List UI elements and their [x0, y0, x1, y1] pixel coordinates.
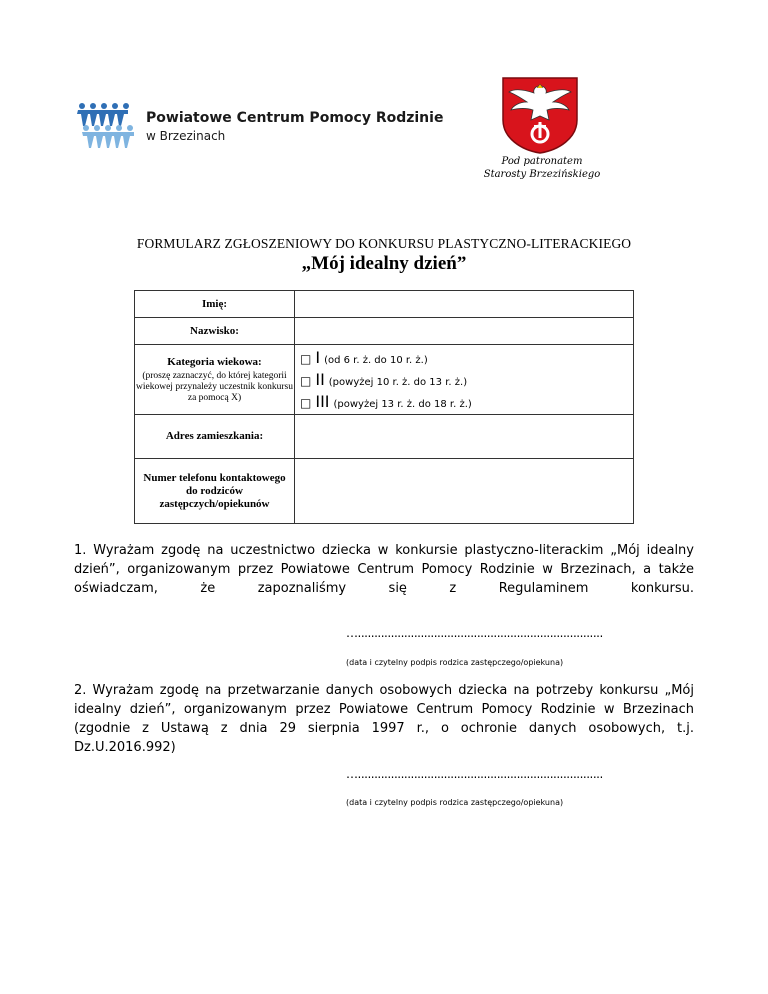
- signature-line-2[interactable]: …..........................................................................: [346, 767, 603, 781]
- organization-city: w Brzezinach: [146, 129, 226, 143]
- age-category-note: (proszę zaznaczyć, do której kategorii wiekowej przynależy uczestnik konkursu za pomocą X): [136, 370, 293, 403]
- organization-name: Powiatowe Centrum Pomocy Rodzinie: [146, 110, 444, 126]
- table-row: [135, 291, 634, 318]
- coat-of-arms-icon: [501, 76, 579, 154]
- phone-label-line-3: zastępczych/opiekunów: [159, 497, 270, 510]
- last-name-field[interactable]: [295, 318, 634, 345]
- consent-1-text: 1. Wyrażam zgodę na uczestnictwo dziecka w konkursie plastyczno-literackim „Mój idealny dzień”, organizowanym przez Powiatowe Centrum Pomocy Rodzinie w Brzezinach, a także oświadczam, że zapoznaliśmy się z Regulaminem konkursu.: [74, 543, 694, 596]
- table-row: [135, 318, 634, 345]
- category-option-2[interactable]: [295, 369, 633, 391]
- phone-label: [135, 459, 295, 524]
- category-range: (powyżej 10 r. ż. do 13 r. ż.): [328, 376, 468, 388]
- category-numeral: III: [315, 391, 330, 411]
- category-option-1[interactable]: [295, 347, 633, 369]
- category-range: (powyżej 13 r. ż. do 18 r. ż.): [333, 398, 472, 410]
- age-category-cell: [135, 345, 295, 415]
- phone-label-line-2: do rodziców: [186, 484, 243, 497]
- category-numeral: I: [315, 347, 321, 367]
- table-row: [135, 345, 634, 415]
- first-name-field[interactable]: [295, 291, 634, 318]
- pcpr-logo-icon: [76, 100, 138, 150]
- phone-label-line-1: Numer telefonu kontaktowego: [143, 471, 286, 484]
- checkbox-icon[interactable]: □: [300, 395, 312, 410]
- contest-name: „Mój idealny dzień”: [301, 253, 467, 274]
- signature-caption-1: (data i czytelny podpis rodzica zastępczego/opiekuna): [346, 658, 564, 667]
- table-row: [135, 459, 634, 524]
- table-row: [135, 415, 634, 459]
- category-numeral: II: [315, 369, 325, 389]
- first-name-label: Imię:: [135, 291, 295, 318]
- age-category-label: Kategoria wiekowa:: [167, 355, 262, 368]
- phone-field[interactable]: [295, 459, 634, 524]
- category-range: (od 6 r. ż. do 10 r. ż.): [324, 354, 428, 366]
- registration-table: [134, 290, 634, 524]
- patron-line-1: Pod patronatem: [501, 156, 583, 167]
- signature-line-1[interactable]: …..........................................................................: [346, 626, 603, 640]
- signature-caption-2: (data i czytelny podpis rodzica zastępczego/opiekuna): [346, 798, 564, 807]
- form-title: FORMULARZ ZGŁOSZENIOWY DO KONKURSU PLASTYCZNO-LITERACKIEGO: [136, 236, 632, 251]
- age-category-options: [295, 345, 634, 415]
- checkbox-icon[interactable]: □: [300, 351, 312, 366]
- checkbox-icon[interactable]: □: [300, 373, 312, 388]
- last-name-label: Nazwisko:: [135, 318, 295, 345]
- address-field[interactable]: [295, 415, 634, 459]
- patron-line-2: Starosty Brzezińskiego: [483, 169, 601, 180]
- category-option-3[interactable]: [295, 391, 633, 413]
- address-label: Adres zamieszkania:: [135, 415, 295, 459]
- consent-2-text: 2. Wyrażam zgodę na przetwarzanie danych osobowych dziecka na potrzeby konkursu „Mój idealny dzień”, organizowanym przez Powiatowe Centrum Pomocy Rodzinie w Brzezinach (zgodnie z Ustawą z dnia 29 sierpnia 1997 r., o ochronie danych osobowych, t.j. Dz.U.2016.992): [74, 683, 694, 755]
